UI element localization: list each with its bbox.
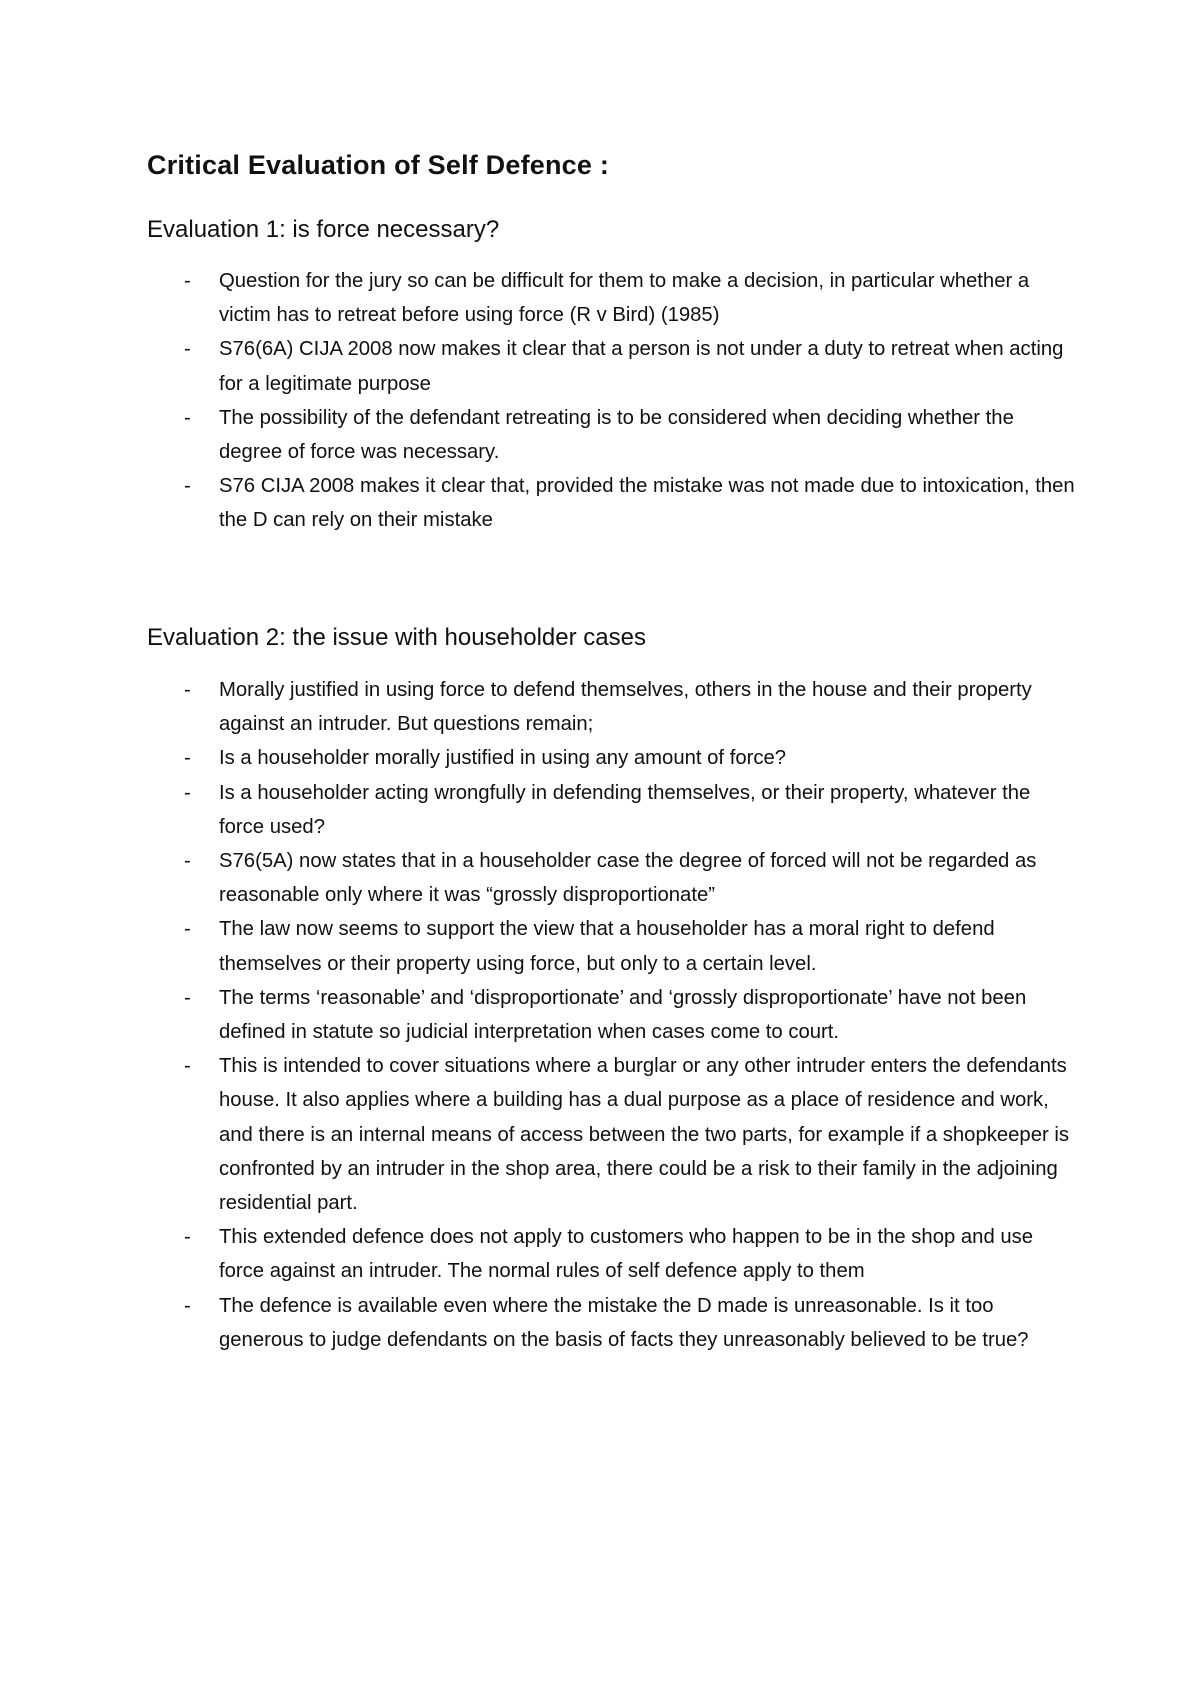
list-item bbox=[147, 401, 1077, 469]
list-item bbox=[147, 332, 1077, 400]
document-title: Critical Evaluation of Self Defence : bbox=[147, 150, 610, 180]
list-item-text: This extended defence does not apply to customers who happen to be in the shop and use force against an intruder. The normal rules of self defence apply to them bbox=[219, 1226, 1034, 1283]
bullet-dash: - bbox=[184, 679, 191, 701]
list-item-text: Question for the jury so can be difficult for them to make a decision, in particular whether a victim has to retreat before using force (R v Bird) (1985) bbox=[219, 270, 1030, 327]
list-item bbox=[147, 741, 1077, 775]
list-item bbox=[147, 1220, 1077, 1288]
bullet-dash: - bbox=[184, 1226, 191, 1249]
list-item-text: The possibility of the defendant retreating is to be considered when deciding whether the degree of force was necessary. bbox=[219, 406, 1014, 464]
list-item bbox=[147, 1289, 1077, 1357]
bullet-dash: - bbox=[184, 850, 191, 873]
list-item-text: The law now seems to support the view that a householder has a moral right to defend themselves or their property using force, but only to a certain level. bbox=[219, 918, 995, 975]
bullet-dash: - bbox=[184, 475, 191, 498]
bullet-dash: - bbox=[184, 747, 191, 770]
list-item bbox=[147, 844, 1077, 912]
list-item bbox=[147, 912, 1077, 980]
section-2-bullet-list bbox=[147, 673, 1077, 1357]
list-item bbox=[147, 469, 1077, 537]
section-heading-evaluation-2: Evaluation 2: the issue with householder cases bbox=[147, 624, 646, 651]
section-heading-evaluation-1: Evaluation 1: is force necessary? bbox=[147, 216, 500, 243]
bullet-dash: - bbox=[184, 338, 191, 361]
list-item-text: S76(6A) CIJA 2008 now makes it clear that a person is not under a duty to retreat when acting for a legitimate purpose bbox=[219, 338, 1064, 395]
bullet-dash: - bbox=[184, 1055, 191, 1078]
list-item bbox=[147, 1049, 1077, 1220]
list-item-text: S76 CIJA 2008 makes it clear that, provided the mistake was not made due to intoxication, then the D can rely on their mistake bbox=[219, 475, 1075, 532]
list-item-text: The terms ‘reasonable’ and ‘disproportionate’ and ‘grossly disproportionate’ have not been defined in statute so judicial interpretation when cases come to court. bbox=[219, 986, 1027, 1044]
section-1-bullet-list bbox=[147, 264, 1077, 538]
list-item bbox=[147, 673, 1077, 741]
list-item-text: S76(5A) now states that in a householder case the degree of forced will not be regarded as reasonable only where it was “grossly disproportionate” bbox=[219, 850, 1037, 907]
list-item-text: Is a householder acting wrongfully in defending themselves, or their property, whatever the force used? bbox=[219, 781, 1031, 838]
list-item bbox=[147, 981, 1077, 1049]
list-item bbox=[147, 264, 1077, 332]
bullet-dash: - bbox=[184, 1294, 191, 1317]
list-item-text: Morally justified in using force to defend themselves, others in the house and their property against an intruder. But questions remain; bbox=[219, 679, 1032, 736]
bullet-dash: - bbox=[184, 781, 191, 804]
bullet-dash: - bbox=[184, 270, 191, 292]
bullet-dash: - bbox=[184, 406, 191, 429]
list-item-text: This is intended to cover situations where a burglar or any other intruder enters the defendants house. It also applies where a building has a dual purpose as a place of residence and work, and there is an internal means of access between the two parts, for example if a shopkeeper is confronted by an intruder in the shop area, there could be a risk to their family in the adjoining residential part. bbox=[219, 1055, 1070, 1215]
list-item-text: The defence is available even where the mistake the D made is unreasonable. Is it too generous to judge defendants on the basis of facts they unreasonably believed to be true? bbox=[219, 1294, 1029, 1351]
bullet-dash: - bbox=[184, 918, 191, 941]
list-item-text: Is a householder morally justified in using any amount of force? bbox=[219, 747, 787, 770]
list-item bbox=[147, 776, 1077, 844]
bullet-dash: - bbox=[184, 986, 191, 1009]
